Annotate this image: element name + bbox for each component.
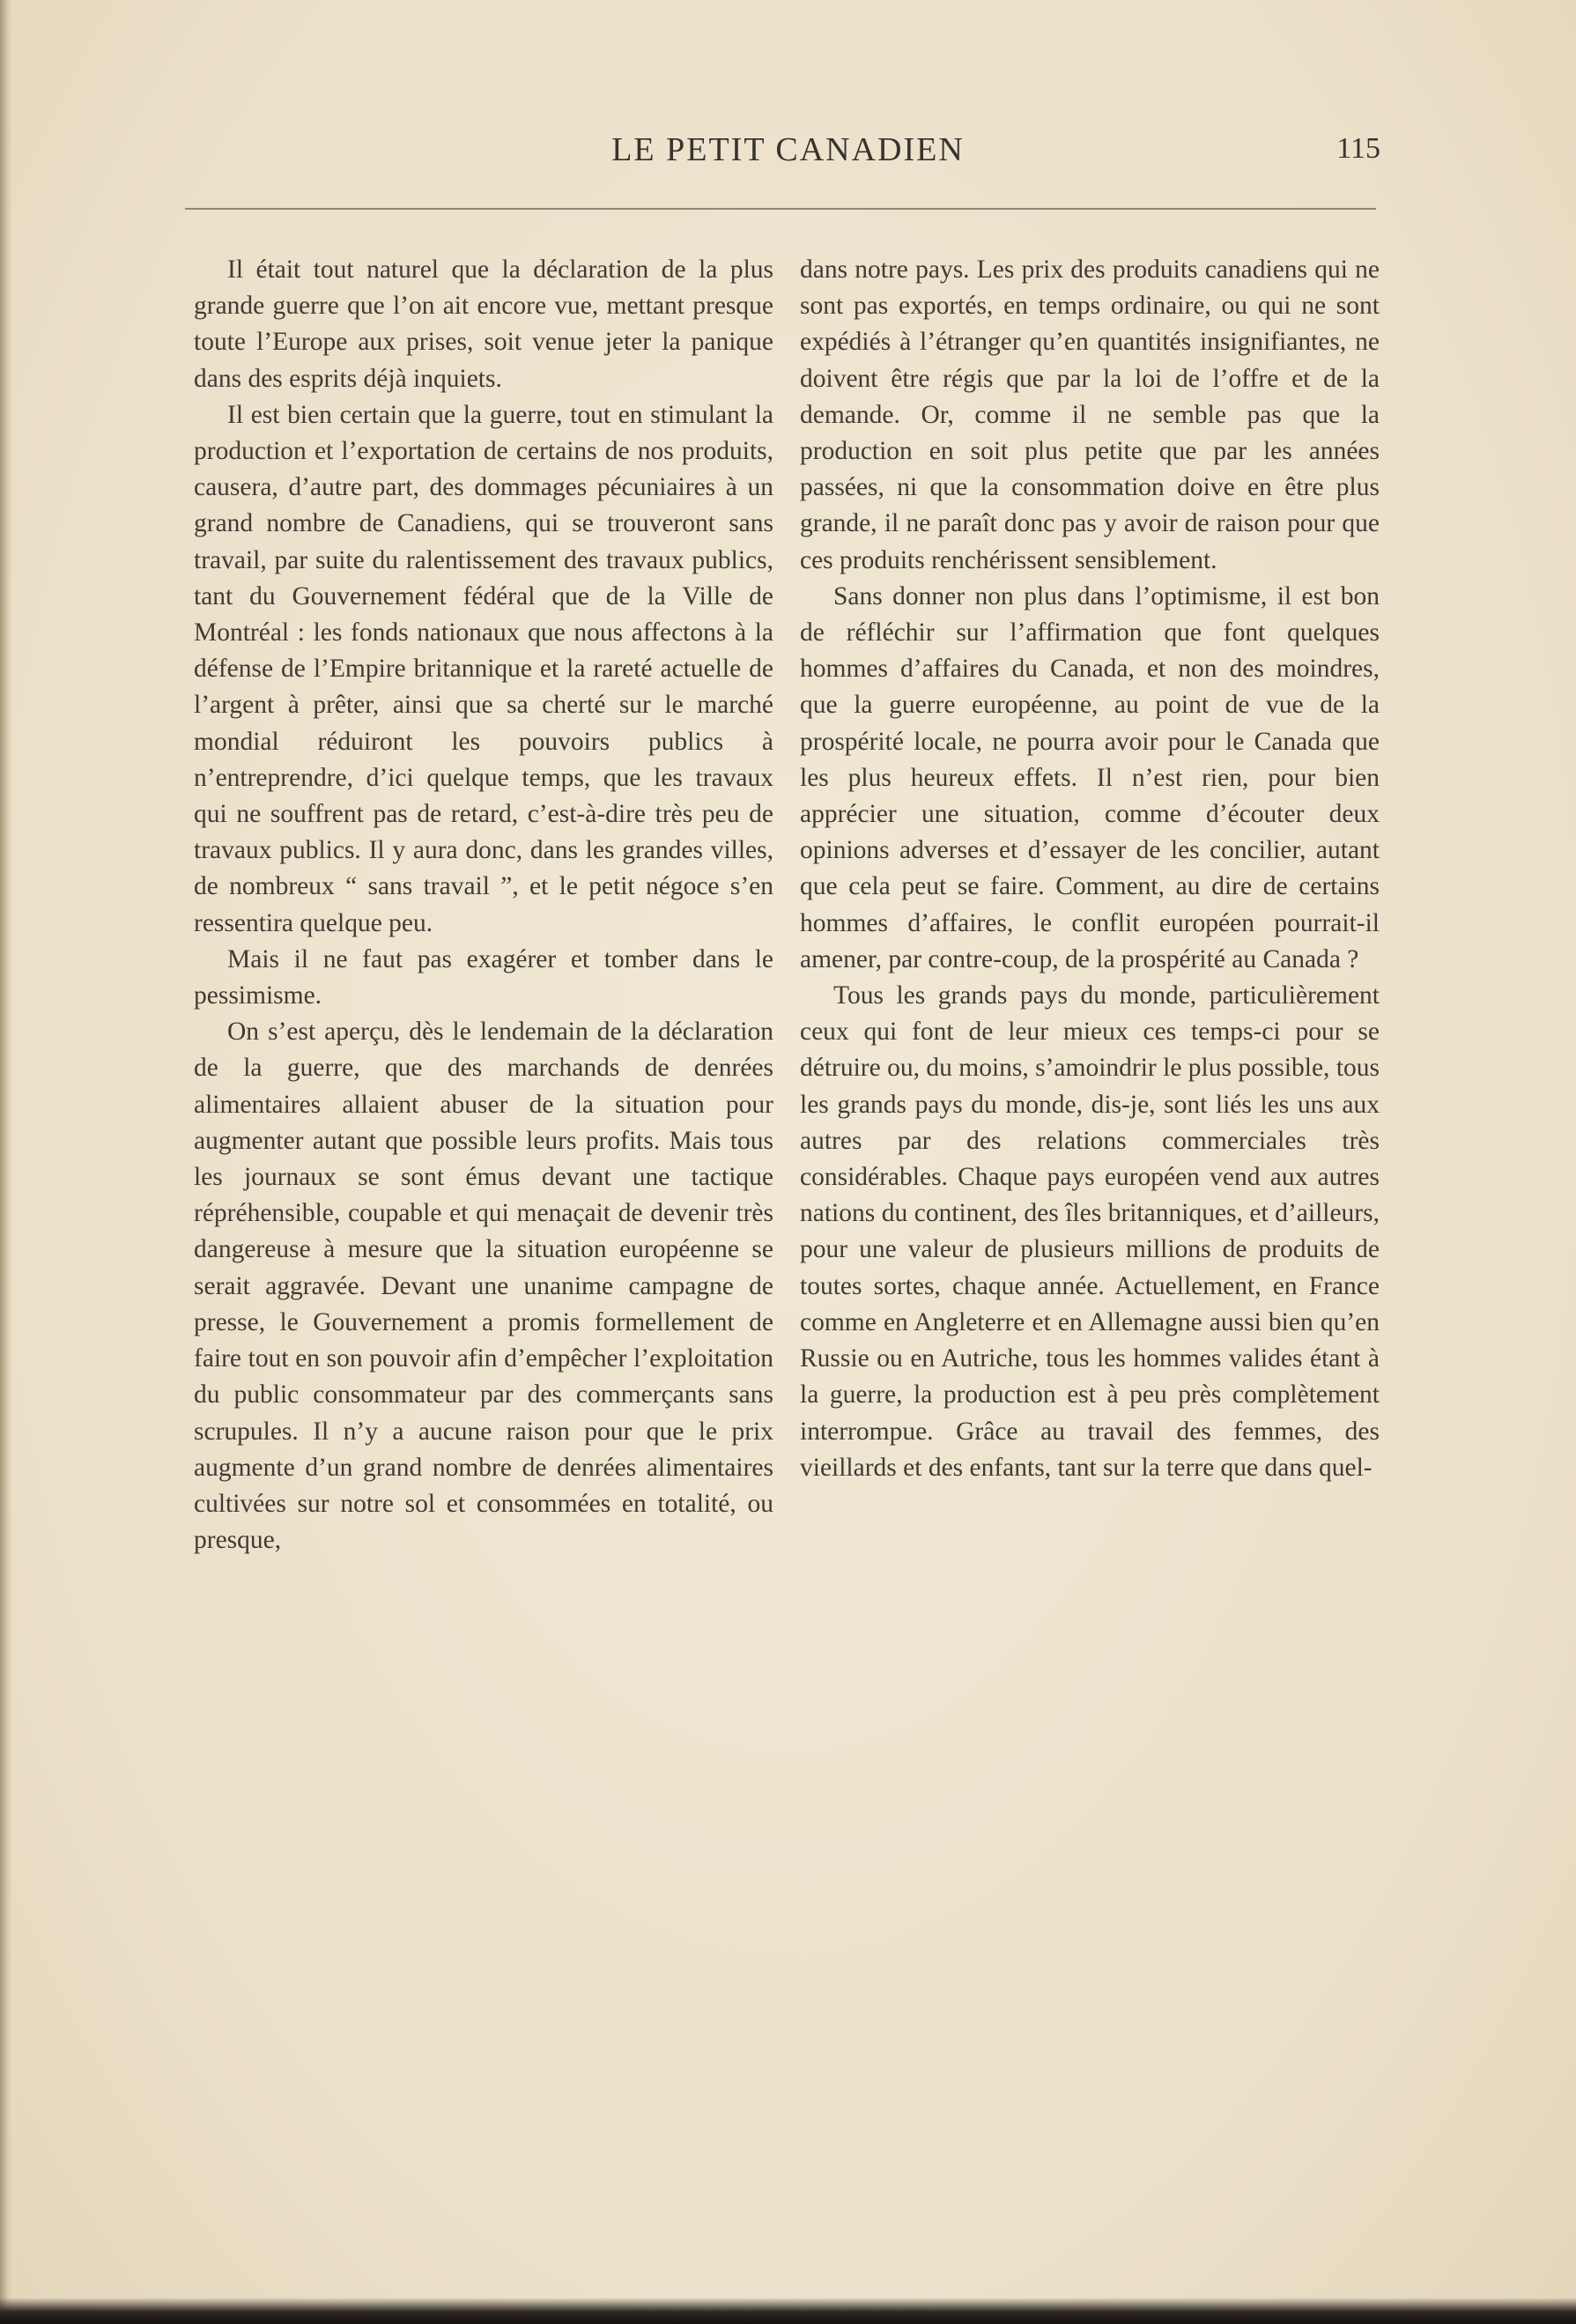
running-header-title: LE PETIT CANADIEN (611, 131, 965, 168)
left-column (194, 252, 773, 1558)
paragraph: Sans donner non plus dans l’optimisme, il est bon de réfléchir sur l’affirmation que font quelques hommes d’affaires du Canada, et non des moindres, que la guerre européenne, au point de vue de la prospérité locale, ne pourra avoir pour le Canada que les plus heureux effets. Il n’est rien, pour bien apprécier une situation, comme d’écouter deux opinions adverses et d’essayer de les concilier, autant que cela peut se faire. Comment, au dire de certains hommes d’affaires, le conflit européen pourrait-il amener, par contre-coup, de la prospérité au Canada ? (800, 581, 1380, 973)
right-column (800, 252, 1380, 1486)
paragraph: Il était tout naturel que la déclaration de la plus grande guerre que l’on ait encore vue, mettant presque toute l’Europe aux prises, soit venue jeter la panique dans des esprits déjà inquiets. (194, 255, 773, 393)
page-left-edge (0, 0, 12, 2324)
page-bottom-edge (0, 2298, 1576, 2324)
paragraph: Mais il ne faut pas exagérer et tomber dans le pessimisme. (194, 944, 773, 1010)
paragraph: Tous les grands pays du monde, particulièrement ceux qui font de leur mieux ces temps-ci pour se détruire ou, du moins, s’amoindrir le plus possible, tous les grands pays du monde, dis-je, sont liés les uns aux autres par des relations commerciales très considérables. Chaque pays européen vend aux autres nations du continent, des îles britanniques, et d’ailleurs, pour une valeur de plusieurs millions de produits de toutes sortes, chaque année. Actuellement, en France comme en Angleterre et en Allemagne aussi bien qu’en Russie ou en Autriche, tous les hommes valides étant à la guerre, la production est à peu près complètement interrompue. Grâce au travail des femmes, des vieillards et des enfants, tant sur la terre que dans quel- (800, 981, 1380, 1482)
paragraph: On s’est aperçu, dès le lendemain de la déclaration de la guerre, que des marchands de denrées alimentaires allaient abuser de la situation pour augmenter autant que possible leurs profits. Mais tous les journaux se sont émus devant une tactique répréhensible, coupable et qui menaçait de devenir très dangereuse à mesure que la situation européenne se serait aggravée. Devant une unanime campagne de presse, le Gouvernement a promis formellement de faire tout en son pouvoir afin d’empêcher l’exploitation du public consommateur par des commerçants sans scrupules. Il n’y a aucune raison pour que le prix augmente d’un grand nombre de denrées alimentaires cultivées sur notre sol et consommées en totalité, ou presque, (194, 1018, 773, 1555)
paragraph: Il est bien certain que la guerre, tout en stimulant la production et l’exportation de certains de nos produits, causera, d’autre part, des dommages pécuniaires à un grand nombre de Canadiens, qui se trouveront sans travail, par suite du ralentissement des travaux publics, tant du Gouvernement fédéral que de la Ville de Montréal : les fonds nationaux que nous affectons à la défense de l’Empire britannique et la rareté actuelle de l’argent à prêter, ainsi que sa cherté sur le marché mondial réduiront les pouvoirs publics à n’entreprendre, d’ici quelque temps, que les travaux qui ne souffrent pas de retard, c’est-à-dire très peu de travaux publics. Il y aura donc, dans les grandes villes, de nombreux “ sans travail ”, et le petit négoce s’en ressentira quelque peu. (194, 400, 773, 937)
page-number: 115 (1336, 132, 1380, 165)
paragraph-continuation: dans notre pays. Les prix des produits canadiens qui ne sont pas exportés, en temps ordinaire, ou qui ne sont expédiés à l’étranger qu’en quantités insignifiantes, ne doivent être régis que par la loi de l’offre et de la demande. Or, comme il ne semble pas que la production en soit plus petite que par les années passées, ni que la consommation doive en être plus grande, il ne paraît donc pas y avoir de raison pour que ces produits renchérissent sensiblement. (800, 255, 1380, 574)
header-rule (185, 208, 1376, 210)
